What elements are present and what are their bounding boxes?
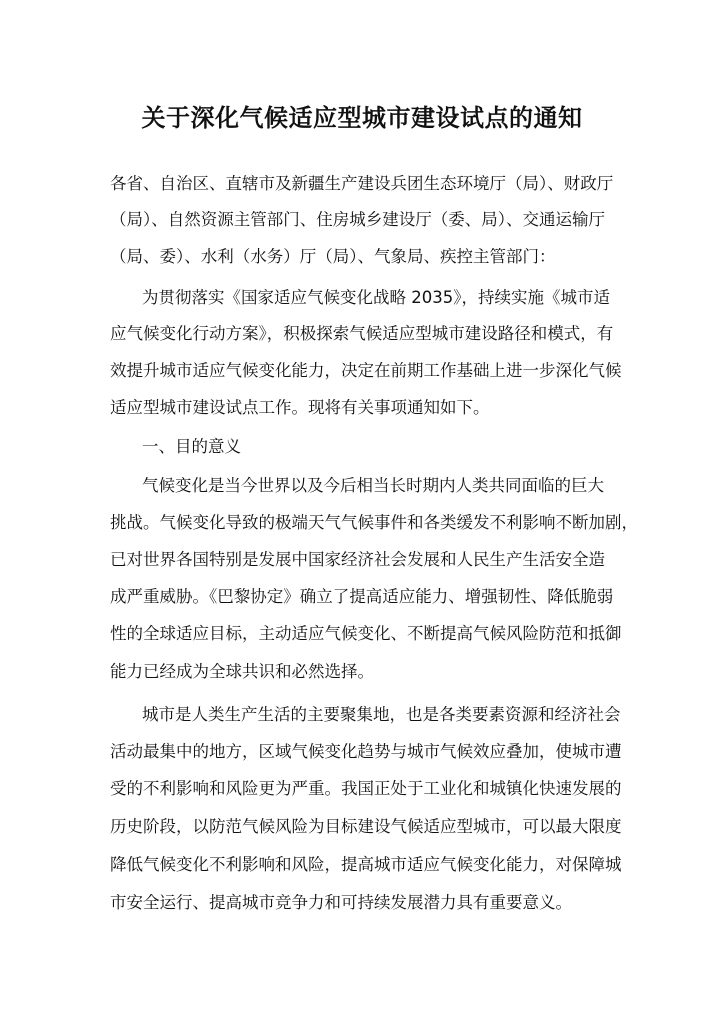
document-title: 关于深化气候适应型城市建设试点的通知 xyxy=(141,104,583,132)
paragraph-1-line: 已对世界各国特别是发展中国家经济社会发展和人民生产生活安全造 xyxy=(110,550,605,569)
paragraph-2-line: 历史阶段，以防范气候风险为目标建设气候适应型城市，可以最大限度 xyxy=(110,817,622,836)
intro-paragraph-line: 适应型城市建设试点工作。现将有关事项通知如下。 xyxy=(110,398,490,417)
paragraph-2-line: 市安全运行、提高城市竞争力和可持续发展潜力具有重要意义。 xyxy=(110,893,572,912)
paragraph-2-line: 城市是人类生产生活的主要聚集地，也是各类要素资源和经济社会 xyxy=(142,705,621,724)
paragraph-1-line: 性的全球适应目标，主动适应气候变化、不断提高气候风险防范和抵御 xyxy=(110,624,622,643)
paragraph-2-line: 受的不利影响和风险更为严重。我国正处于工业化和城镇化快速发展的 xyxy=(110,779,622,798)
paragraph-2-line: 活动最集中的地方，区域气候变化趋势与城市气候效应叠加，使城市遭 xyxy=(110,742,622,761)
addressee-line-2: （局）、自然资源主管部门、住房城乡建设厅（委、局）、交通运输厅 xyxy=(110,210,605,229)
paragraph-1-line: 能力已经成为全球共识和必然选择。 xyxy=(110,662,374,681)
intro-paragraph-line: 为贯彻落实《国家适应气候变化战略 2035》，持续实施《城市适 xyxy=(142,288,610,307)
intro-paragraph-line: 应气候变化行动方案》，积极探索气候适应型城市建设路径和模式，有 xyxy=(110,324,614,343)
paragraph-1-line: 挑战。气候变化导致的极端天气气候事件和各类缓发不利影响不断加剧， xyxy=(110,513,638,532)
section-heading: 一、目的意义 xyxy=(142,437,241,456)
paragraph-2-line: 降低气候变化不利影响和风险，提高城市适应气候变化能力，对保障城 xyxy=(110,855,622,874)
paragraph-1-line: 成严重威胁。《巴黎协定》确立了提高适应能力、增强韧性、降低脆弱 xyxy=(110,587,614,606)
paragraph-1-line: 气候变化是当今世界以及今后相当长时期内人类共同面临的巨大 xyxy=(142,476,604,495)
addressee-line-1: 各省、自治区、直辖市及新疆生产建设兵团生态环境厅（局）、财政厅 xyxy=(110,174,614,193)
addressee-line-3: （局、委）、水利（水务）厅（局）、气象局、疾控主管部门： xyxy=(110,247,556,266)
intro-paragraph-line: 效提升城市适应气候变化能力，决定在前期工作基础上进一步深化气候 xyxy=(110,361,622,380)
